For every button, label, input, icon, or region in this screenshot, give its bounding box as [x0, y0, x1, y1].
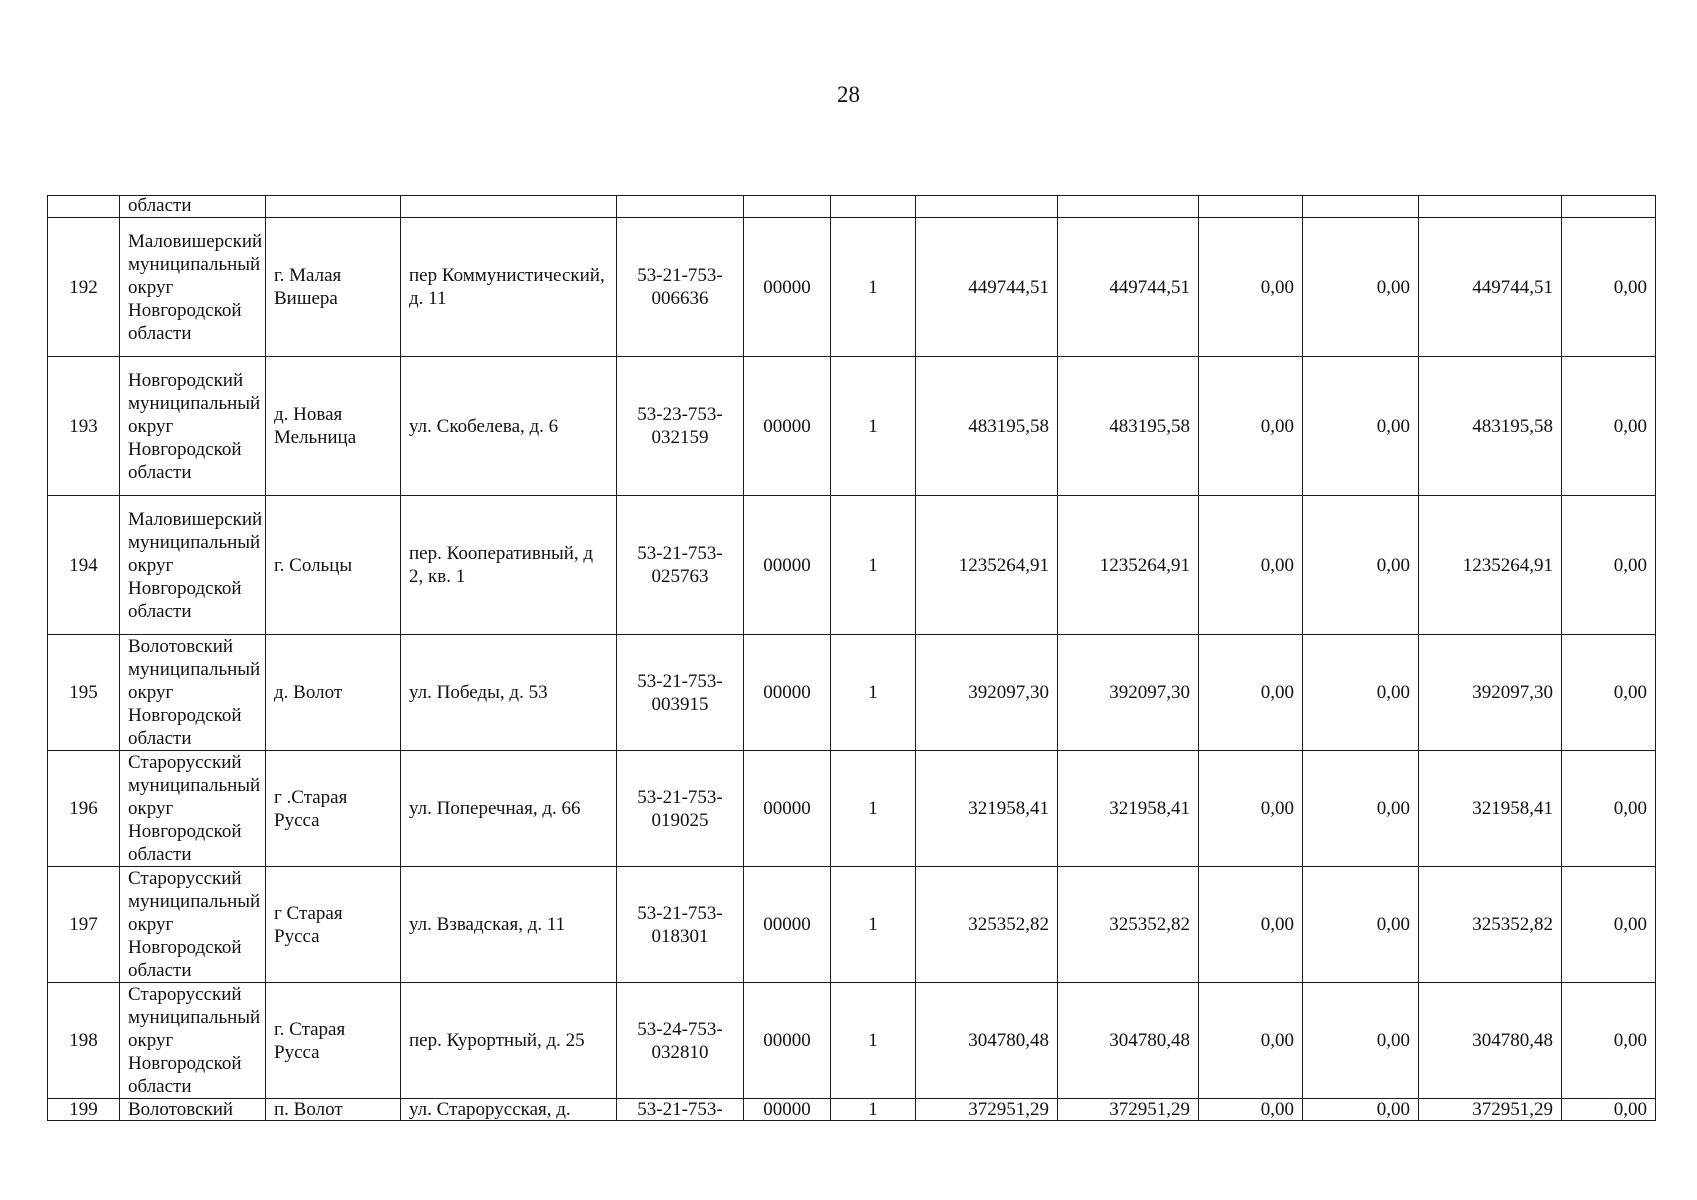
cell-municipality: Старорусский муниципальный округ Новгородской области [120, 751, 266, 867]
cell-value: 0,00 [1562, 867, 1656, 983]
cell-qty: 1 [831, 1099, 916, 1121]
cell-value: 0,00 [1303, 357, 1419, 496]
cell-value [1419, 196, 1562, 218]
cell-value: 0,00 [1562, 751, 1656, 867]
cell-settlement: г. Старая Русса [266, 983, 401, 1099]
cell-code: 00000 [744, 496, 831, 635]
cell-value: 304780,48 [1058, 983, 1199, 1099]
cell-value: 392097,30 [1058, 635, 1199, 751]
cell-municipality: Старорусский муниципальный округ Новгородской области [120, 983, 266, 1099]
cell-qty [831, 196, 916, 218]
cell-value: 0,00 [1562, 496, 1656, 635]
table-row [48, 867, 1656, 983]
cell-value: 321958,41 [1058, 751, 1199, 867]
cell-address: ул. Победы, д. 53 [401, 635, 617, 751]
table-row [48, 1099, 1656, 1121]
cell-address: пер. Кооперативный, д 2, кв. 1 [401, 496, 617, 635]
cell-address: ул. Скобелева, д. 6 [401, 357, 617, 496]
cell-value [1303, 196, 1419, 218]
table-row [48, 496, 1656, 635]
cell-num [48, 196, 120, 218]
cell-value: 0,00 [1303, 1099, 1419, 1121]
cell-code: 00000 [744, 218, 831, 357]
cell-cadastral: 53-21-753-019025 [617, 751, 744, 867]
cell-cadastral [617, 196, 744, 218]
cell-num: 192 [48, 218, 120, 357]
cell-num: 199 [48, 1099, 120, 1121]
cell-value [1199, 196, 1303, 218]
cell-value: 449744,51 [1419, 218, 1562, 357]
cell-value: 0,00 [1199, 635, 1303, 751]
cell-cadastral: 53-21-753- [617, 1099, 744, 1121]
cell-num: 197 [48, 867, 120, 983]
cell-num: 195 [48, 635, 120, 751]
cell-value: 372951,29 [1419, 1099, 1562, 1121]
cell-value: 304780,48 [916, 983, 1058, 1099]
cell-value: 0,00 [1562, 983, 1656, 1099]
cell-value: 0,00 [1199, 496, 1303, 635]
cell-value: 325352,82 [916, 867, 1058, 983]
cell-address: ул. Взвадская, д. 11 [401, 867, 617, 983]
cell-value: 0,00 [1199, 983, 1303, 1099]
cell-address: ул. Поперечная, д. 66 [401, 751, 617, 867]
cell-municipality: области [120, 196, 266, 218]
cell-value: 321958,41 [1419, 751, 1562, 867]
cell-value: 483195,58 [916, 357, 1058, 496]
cell-value [1562, 196, 1656, 218]
cell-code: 00000 [744, 751, 831, 867]
page-number: 28 [837, 82, 860, 107]
cell-municipality: Волотовский [120, 1099, 266, 1121]
cell-cadastral: 53-24-753-032810 [617, 983, 744, 1099]
cell-value: 392097,30 [916, 635, 1058, 751]
cell-value: 0,00 [1303, 983, 1419, 1099]
cell-municipality: Старорусский муниципальный округ Новгородской области [120, 867, 266, 983]
table-row [48, 218, 1656, 357]
cell-value: 321958,41 [916, 751, 1058, 867]
cell-value: 0,00 [1199, 1099, 1303, 1121]
cell-value: 0,00 [1199, 751, 1303, 867]
cell-settlement [266, 196, 401, 218]
cell-qty: 1 [831, 751, 916, 867]
cell-settlement: п. Волот [266, 1099, 401, 1121]
cell-value: 372951,29 [916, 1099, 1058, 1121]
cell-qty: 1 [831, 357, 916, 496]
cell-address: ул. Старорусская, д. [401, 1099, 617, 1121]
cell-num: 193 [48, 357, 120, 496]
cell-value: 0,00 [1199, 357, 1303, 496]
cell-value: 0,00 [1303, 751, 1419, 867]
cell-qty: 1 [831, 218, 916, 357]
cell-cadastral: 53-21-753-003915 [617, 635, 744, 751]
cell-value: 372951,29 [1058, 1099, 1199, 1121]
cell-settlement: г Старая Русса [266, 867, 401, 983]
cell-value: 0,00 [1303, 635, 1419, 751]
cell-value: 483195,58 [1419, 357, 1562, 496]
cell-num: 196 [48, 751, 120, 867]
cell-settlement: г. Сольцы [266, 496, 401, 635]
cell-code: 00000 [744, 983, 831, 1099]
cell-cadastral: 53-21-753-018301 [617, 867, 744, 983]
cell-municipality: Маловишерский муниципальный округ Новгородской области [120, 496, 266, 635]
cell-value: 1235264,91 [1419, 496, 1562, 635]
cell-settlement: д. Волот [266, 635, 401, 751]
cell-value: 0,00 [1303, 218, 1419, 357]
table-row [48, 751, 1656, 867]
cell-address [401, 196, 617, 218]
table-row-continuation [48, 196, 1656, 218]
cell-num: 194 [48, 496, 120, 635]
cell-qty: 1 [831, 867, 916, 983]
cell-code: 00000 [744, 1099, 831, 1121]
registry-table [47, 195, 1656, 1121]
cell-value: 0,00 [1199, 867, 1303, 983]
cell-value: 392097,30 [1419, 635, 1562, 751]
table-row [48, 983, 1656, 1099]
cell-value: 449744,51 [1058, 218, 1199, 357]
cell-value [916, 196, 1058, 218]
cell-value: 0,00 [1562, 357, 1656, 496]
cell-value: 0,00 [1303, 867, 1419, 983]
cell-code: 00000 [744, 357, 831, 496]
cell-settlement: г .Старая Русса [266, 751, 401, 867]
cell-address: пер. Курортный, д. 25 [401, 983, 617, 1099]
cell-settlement: д. Новая Мельница [266, 357, 401, 496]
cell-code [744, 196, 831, 218]
cell-value: 0,00 [1562, 218, 1656, 357]
table-row [48, 357, 1656, 496]
cell-address: пер Коммунистический, д. 11 [401, 218, 617, 357]
cell-value: 0,00 [1199, 218, 1303, 357]
cell-cadastral: 53-23-753-032159 [617, 357, 744, 496]
cell-municipality: Новгородский муниципальный округ Новгородской области [120, 357, 266, 496]
cell-settlement: г. Малая Вишера [266, 218, 401, 357]
cell-qty: 1 [831, 635, 916, 751]
table-row [48, 635, 1656, 751]
cell-value: 325352,82 [1419, 867, 1562, 983]
cell-num: 198 [48, 983, 120, 1099]
cell-value: 0,00 [1562, 635, 1656, 751]
cell-cadastral: 53-21-753-006636 [617, 218, 744, 357]
cell-value: 0,00 [1303, 496, 1419, 635]
cell-code: 00000 [744, 867, 831, 983]
cell-municipality: Маловишерский муниципальный округ Новгородской области [120, 218, 266, 357]
cell-value: 483195,58 [1058, 357, 1199, 496]
cell-municipality: Волотовский муниципальный округ Новгородской области [120, 635, 266, 751]
cell-value: 304780,48 [1419, 983, 1562, 1099]
cell-value: 1235264,91 [916, 496, 1058, 635]
cell-value: 0,00 [1562, 1099, 1656, 1121]
cell-qty: 1 [831, 983, 916, 1099]
cell-value: 325352,82 [1058, 867, 1199, 983]
cell-qty: 1 [831, 496, 916, 635]
cell-cadastral: 53-21-753-025763 [617, 496, 744, 635]
cell-code: 00000 [744, 635, 831, 751]
cell-value: 449744,51 [916, 218, 1058, 357]
cell-value [1058, 196, 1199, 218]
cell-value: 1235264,91 [1058, 496, 1199, 635]
